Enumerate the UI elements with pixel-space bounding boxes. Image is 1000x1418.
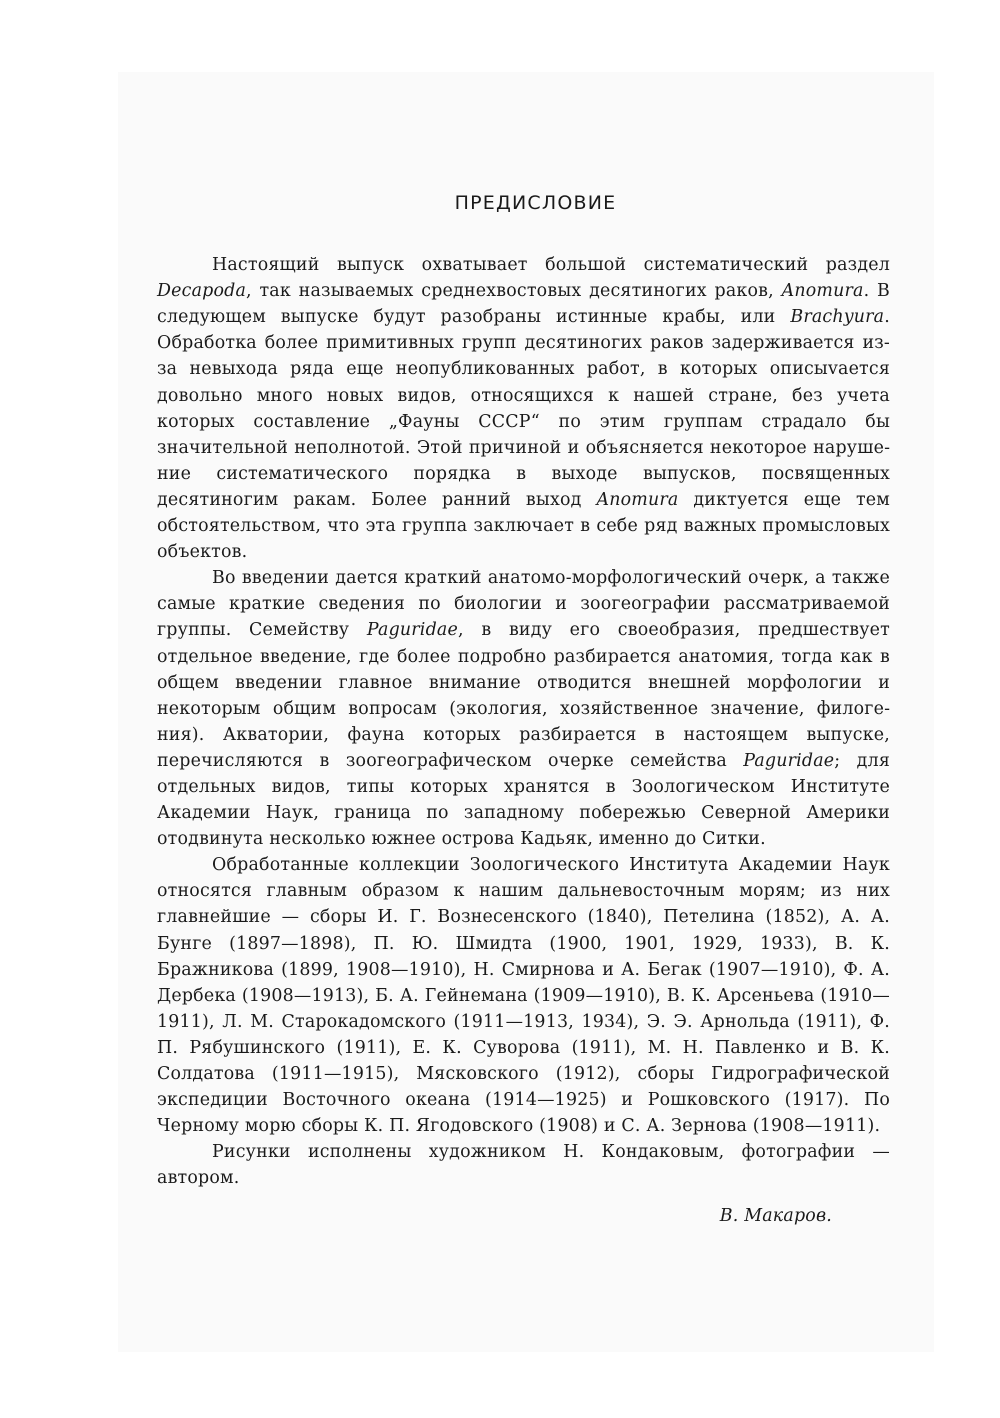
text-segment: Рисунки исполнены художником Н. Кондаковым, фотографии — автором.	[157, 1142, 890, 1189]
text-segment: Обработанные коллекции Зоологического Института Академии Наук относятся главным образом к нашим дальневосточным морям; из них главнейшие — сборы И. Г. Вознесенского (1840), Петелина (1852), А. А. Бунге (1897—1898), П. Ю. Шмидта (1900, 1901, 1929, 1933), В. К. Бражникова (1899, 1908—1910), Н. Смирнова и А. Бегак (1907—1910), Ф. А. Дербека (1908—1913), Б. А. Гейнемана (1909—1910), В. К. Арсеньева (1910—1911), Л. М. Старокадомского (1911—1913, 1934), Э. Э. Арнольда (1911), Ф. П. Рябушинского (1911), Е. К. Суворова (1911), М. Н. Павленко и В. К. Солдатова (1911—1915), Мясковского (1912), сборы Гидрографической экспедиции Восточного океана (1914—1925) и Рошковского (1917). По Черному морю сборы К. П. Ягодовского (1908) и С. А. Зернова (1908—1911).	[157, 855, 890, 1137]
taxon-name: Anomura	[596, 489, 679, 510]
taxon-name: Brachyura	[790, 307, 885, 328]
body-text	[157, 252, 890, 1191]
paragraph	[157, 565, 890, 852]
text-segment: Во введении дается краткий анатомо-морфологический очерк, а также самые краткие сведения по биологии и зоогеографии рассматриваемой группы. Семейству	[157, 568, 890, 641]
text-segment: . В следующем выпуске будут разобраны истинные крабы, или	[157, 281, 890, 328]
paragraph	[157, 252, 890, 565]
text-segment: , в виду его своеобразия, предшествует отдельное введение, где более подробно разбирается анатомия, тогда как в общем введении главное внимание отводится внешней морфологии и некоторым общим вопросам (экология, хозяйственное значение, филогения). Акватории, фауна которых разбирается в настоящем выпуске, перечисляются в зоогеографическом очерке семейства	[157, 620, 890, 771]
taxon-name: Anomura	[781, 281, 864, 302]
preface-document	[157, 190, 890, 1230]
taxon-name: Paguridae	[366, 620, 458, 641]
paragraph	[157, 852, 890, 1139]
taxon-name: Decapoda	[157, 281, 247, 302]
text-segment: Настоящий выпуск охватывает большой систематический раздел	[212, 255, 890, 276]
author-signature: В. Макаров.	[719, 1206, 832, 1227]
paragraph	[157, 1139, 890, 1191]
text-segment: диктуется еще тем обстоятельством, что эта группа заключает в себе ряд важных промысловых объектов.	[157, 489, 890, 563]
text-segment: , так называемых среднехвостовых десятиногих раков,	[246, 281, 782, 302]
page-title: ПРЕДИСЛОВИЕ	[454, 192, 617, 214]
text-segment: . Обработка более примитивных групп десятиногих раков задерживается из-за невыхода ряда еще неопубликованных работ, в которых описыvается довольно много новых видов, относящихся к нашей стране, без учета которых составление „Фауны СССР“ по этим группам страдало бы значительной неполнотой. Этой причиной и объясняется некоторое нарушение систематического порядка в выходе выпусков, посвященных десятиногим ракам. Более ранний выход	[157, 307, 890, 510]
text-segment: ; для отдельных видов, типы которых хранятся в Зоологическом Институте Академии Наук, граница по западному побережью Северной Америки отодвинута несколько южнее острова Кадьяк, именно до Ситки.	[157, 750, 890, 850]
taxon-name: Paguridae	[743, 750, 835, 771]
